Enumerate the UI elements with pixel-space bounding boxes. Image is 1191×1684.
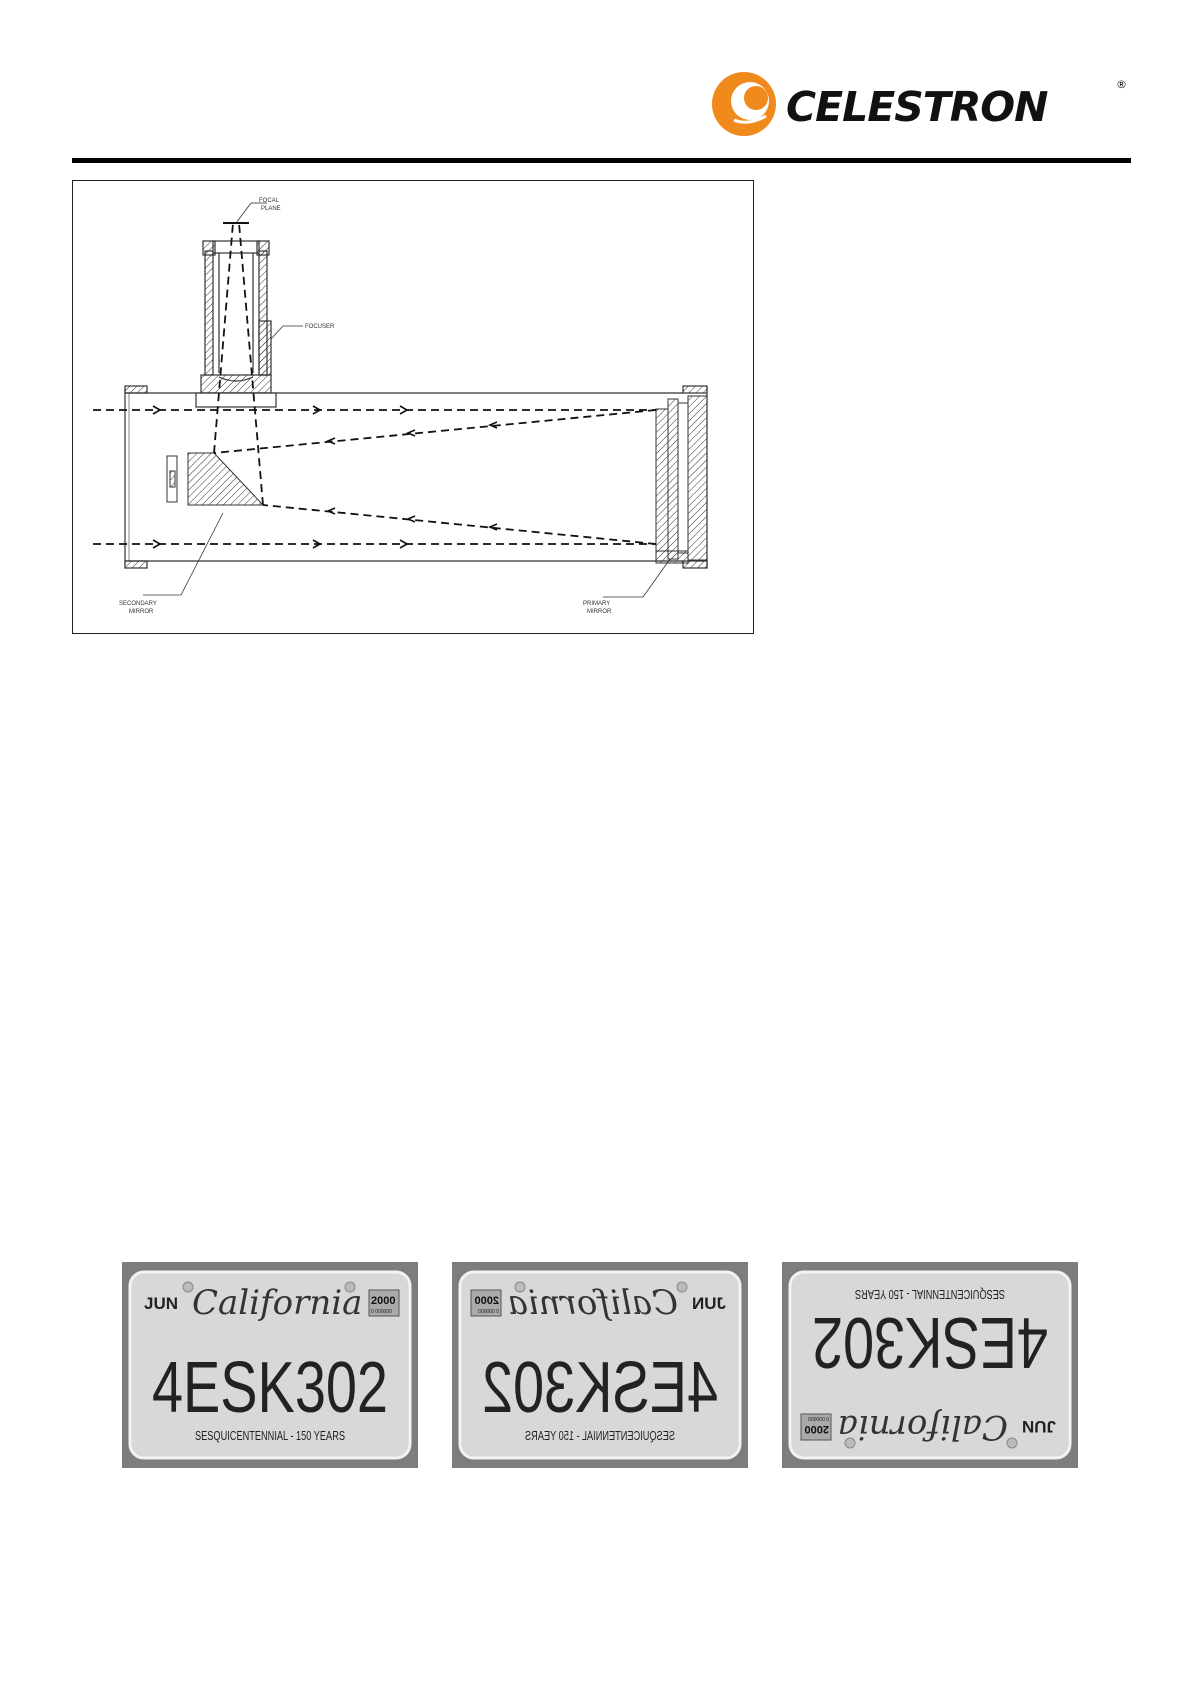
plate-sticker-sub: 0 000000	[478, 1309, 499, 1315]
focuser-label: FOCUSER	[305, 324, 335, 330]
plate-year-sticker: 2000	[371, 1295, 396, 1307]
plate-year-sticker: 2000	[474, 1295, 499, 1307]
plate-state: California	[507, 1283, 678, 1323]
primary-mirror-label: PRIMARY	[583, 601, 611, 607]
plate-month: JUN	[1021, 1417, 1056, 1436]
plate-sticker-sub: 0 000000	[371, 1309, 392, 1315]
license-plate-inverted	[782, 1262, 1078, 1468]
secondary-mirror-label: SECONDARY	[119, 601, 157, 607]
logo-wordmark: CELESTRON	[786, 83, 1048, 131]
plate-year-sticker: 2000	[804, 1423, 829, 1435]
plate-number: 4ESK302	[812, 1302, 1048, 1382]
plate-state: California	[192, 1283, 363, 1323]
primary-mirror-label-2: MIRROR	[587, 609, 612, 615]
plate-month: JUN	[691, 1294, 726, 1313]
plate-number: 4ESK302	[152, 1348, 388, 1428]
focal-plane-label-2: PLANE	[261, 206, 281, 212]
secondary-mirror	[167, 453, 263, 505]
plate-tagline: SESQUICENTENNIAL - 150 YEARS	[524, 1428, 675, 1443]
newtonian-optical-diagram	[72, 180, 754, 634]
plate-number: 4ESK302	[482, 1348, 718, 1428]
license-plate-mirror-reversed	[452, 1262, 748, 1468]
primary-mirror	[656, 396, 707, 563]
secondary-mirror-label-2: MIRROR	[129, 609, 154, 615]
plate-state: California	[837, 1407, 1008, 1447]
registered-mark: ®	[1116, 78, 1127, 91]
plate-tagline: SESQUICENTENNIAL - 150 YEARS	[854, 1287, 1005, 1302]
header-rule	[72, 158, 1131, 163]
plate-tagline: SESQUICENTENNIAL - 150 YEARS	[195, 1428, 346, 1443]
celestron-logo	[708, 68, 1128, 140]
license-plate-normal	[122, 1262, 418, 1468]
plate-month: JUN	[144, 1294, 179, 1313]
focuser	[196, 241, 276, 407]
focal-plane-label: FOCAL	[259, 198, 280, 204]
plate-sticker-sub: 0 000000	[808, 1415, 829, 1421]
